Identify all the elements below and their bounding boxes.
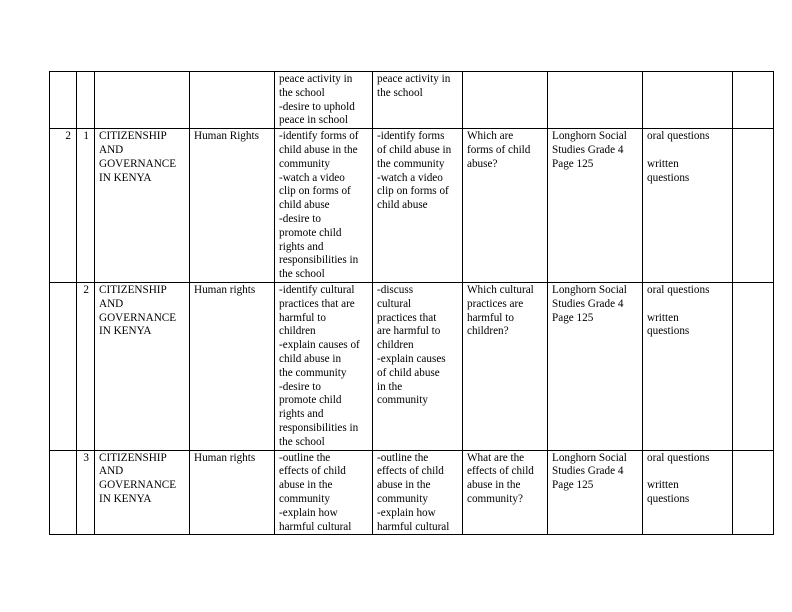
remarks-cell	[733, 129, 774, 283]
assessment-cell: oral questions written questions	[643, 450, 733, 535]
sub-strand-cell: Human Rights	[190, 129, 275, 283]
sub-strand-cell	[190, 72, 275, 129]
lesson-cell: 1	[77, 129, 95, 283]
lesson-cell: 2	[77, 282, 95, 450]
remarks-cell	[733, 450, 774, 535]
lesson-cell	[77, 72, 95, 129]
lesson-cell: 3	[77, 450, 95, 535]
scheme-of-work-table	[49, 71, 774, 535]
assessment-cell: oral questions written questions	[643, 129, 733, 283]
week-cell	[50, 72, 77, 129]
week-cell	[50, 450, 77, 535]
learning-outcomes-cell: -identify cultural practices that are harmful to children -explain causes of child abuse in the community -desire to promote child rights and responsibilities in the school	[275, 282, 373, 450]
strand-cell: CITIZENSHIP AND GOVERNANCE IN KENYA	[95, 450, 190, 535]
learning-outcomes-cell: -identify forms of child abuse in the community -watch a video clip on forms of child abuse -desire to promote child rights and responsibilities in the school	[275, 129, 373, 283]
remarks-cell	[733, 72, 774, 129]
assessment-cell	[643, 72, 733, 129]
key-inquiry-cell: Which are forms of child abuse?	[463, 129, 548, 283]
table-row	[50, 450, 774, 535]
key-inquiry-cell	[463, 72, 548, 129]
learning-outcomes-cell: peace activity in the school -desire to uphold peace in school	[275, 72, 373, 129]
strand-cell: CITIZENSHIP AND GOVERNANCE IN KENYA	[95, 129, 190, 283]
remarks-cell	[733, 282, 774, 450]
week-cell	[50, 282, 77, 450]
learning-resources-cell: Longhorn Social Studies Grade 4 Page 125	[548, 282, 643, 450]
learning-experiences-cell: peace activity in the school	[373, 72, 463, 129]
learning-experiences-cell: -identify forms of child abuse in the community -watch a video clip on forms of child abuse	[373, 129, 463, 283]
table-row	[50, 72, 774, 129]
table-row	[50, 282, 774, 450]
sub-strand-cell: Human rights	[190, 282, 275, 450]
learning-resources-cell: Longhorn Social Studies Grade 4 Page 125	[548, 129, 643, 283]
table-row	[50, 129, 774, 283]
learning-experiences-cell: -discuss cultural practices that are harmful to children -explain causes of child abuse in the community	[373, 282, 463, 450]
strand-cell	[95, 72, 190, 129]
key-inquiry-cell: Which cultural practices are harmful to children?	[463, 282, 548, 450]
learning-outcomes-cell: -outline the effects of child abuse in the community -explain how harmful cultural	[275, 450, 373, 535]
sub-strand-cell: Human rights	[190, 450, 275, 535]
week-cell: 2	[50, 129, 77, 283]
strand-cell: CITIZENSHIP AND GOVERNANCE IN KENYA	[95, 282, 190, 450]
learning-resources-cell: Longhorn Social Studies Grade 4 Page 125	[548, 450, 643, 535]
key-inquiry-cell: What are the effects of child abuse in the community?	[463, 450, 548, 535]
learning-experiences-cell: -outline the effects of child abuse in the community -explain how harmful cultural	[373, 450, 463, 535]
assessment-cell: oral questions written questions	[643, 282, 733, 450]
learning-resources-cell	[548, 72, 643, 129]
